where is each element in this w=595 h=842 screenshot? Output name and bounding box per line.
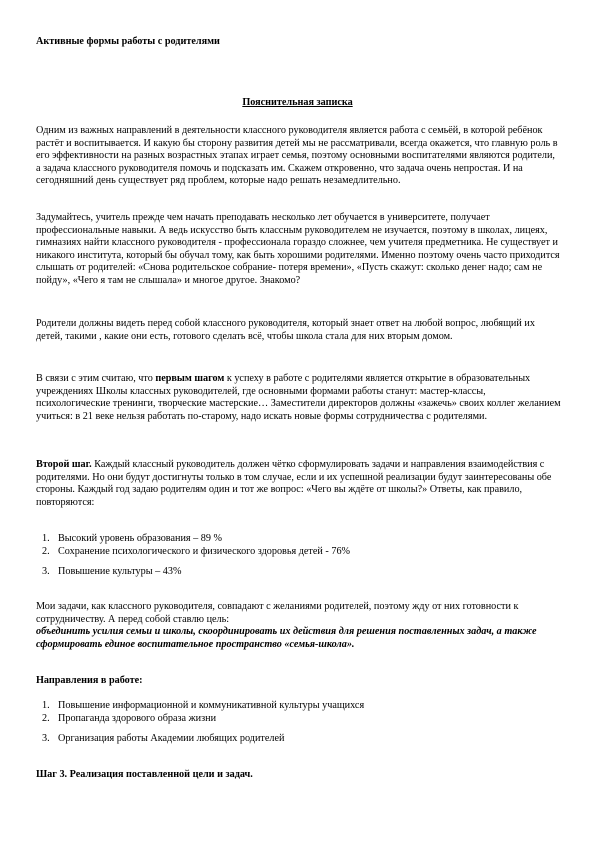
list-item-number: 1. — [42, 533, 50, 544]
list-item-text: Повышение информационной и коммуникативной культуры учащихся — [58, 700, 365, 711]
goal-lead: Мои задачи, как классного руководителя, совпадают с желаниями родителей, поэтому жду от них готовности к сотрудничеству. А перед собой ставлю цель: — [36, 601, 519, 625]
paragraph-parents: Родители должны видеть перед собой классного руководителя, который знает ответ на любой вопрос, любящий их детей, такими , какие они есть, готового сделать всё, чтобы школа стала для них вторым домом. — [36, 318, 535, 342]
expectations-list — [36, 533, 562, 579]
list-item — [36, 700, 562, 713]
list-item-text: Сохранение психологического и физического здоровья детей - 76% — [58, 545, 351, 557]
directions-heading: Направления в работе: — [36, 675, 143, 686]
step-three-heading: Шаг 3. Реализация поставленной цели и задач. — [36, 769, 253, 780]
first-step-body: к успеху в работе с родителями является открытие в образовательных учреждениях Школы классных руководителей, где основными формами работы станут: мастер-классы, психологические тренинги, творческие мастерские… Заместители директоров должны «зажечь» своих коллег желанием учиться: в 21 веке нельзя работать по-старому, надо искать новые формы сотрудничества с родителями. — [36, 373, 561, 422]
paragraph-second-step — [36, 459, 562, 509]
list-item — [36, 566, 562, 579]
list-item — [36, 713, 562, 726]
list-item-text: Пропаганда здорового образа жизни — [58, 712, 217, 724]
first-step-bold: первым шагом — [155, 373, 225, 384]
list-item-number: 2. — [42, 712, 50, 724]
section-heading: Пояснительная записка — [242, 97, 353, 108]
goal-statement: объединить усилия семьи и школы, скоординировать их действия для решения поставленных задач, а также сформировать единое воспитательное пространство «семья-школа». — [36, 626, 537, 650]
list-item — [36, 546, 562, 559]
list-item-number: 3. — [42, 566, 50, 578]
list-item-text: Организация работы Академии любящих родителей — [58, 733, 285, 745]
paragraph-goal — [36, 601, 562, 651]
second-step-body: Каждый классный руководитель должен чётко сформулировать задачи и направления взаимодействия с родителями. Но они будут достигнуты только в том случае, если и их успешной реализации будут заинтересованы обе стороны. Каждый год задаю родителям один и тот же вопрос: «Чего вы ждёте от школы?» Ответы, как правило, повторяются: — [36, 459, 552, 508]
list-item-text: Высокий уровень образования – 89 % — [58, 533, 222, 544]
list-item-text: Повышение культуры – 43% — [58, 566, 182, 578]
paragraph-think: Задумайтесь, учитель прежде чем начать преподавать несколько лет обучается в университете, получает профессиональные навыки. А ведь искусство быть классным руководителем не изучается, поэтому в школах, лицеях, гимназиях найти классного руководителя - профессионала гораздо сложнее, чем учителя предметника. Не существует и никакого института, который бы обучал тому, как быть хорошими родителями. Именно поэтому очень часто приходится слышать от родителей: «Снова родительское собрание- потеря времени», «Пусть скажут: сколько денег надо; сам не пойду», «Чего я там не слышала» и многое другое. Знакомо? — [36, 212, 560, 286]
document-title: Активные формы работы с родителями — [36, 36, 220, 47]
first-step-lead: В связи с этим считаю, что — [36, 373, 156, 384]
list-item — [36, 733, 562, 746]
second-step-bold: Второй шаг. — [36, 459, 92, 470]
list-item-number: 2. — [42, 545, 50, 557]
paragraph-intro: Одним из важных направлений в деятельности классного руководителя является работа с семьёй, в которой ребёнок растёт и воспитывается. И какую бы сторону развития детей мы не рассматривали, всегда окажется, что главную роль в его эффективности на разных возрастных этапах играет семья, поэтому основными воспитателями являются родители, а задача классного руководителя помочь и подсказать им. Скажем откровенно, что задача очень непростая. И на сегодняшний день существует ряд проблем, которые надо решать незамедлительно. — [36, 125, 558, 187]
paragraph-first-step — [36, 373, 562, 423]
list-item-number: 3. — [42, 733, 50, 745]
directions-list — [36, 700, 562, 746]
list-item — [36, 533, 562, 546]
list-item-number: 1. — [42, 700, 50, 711]
